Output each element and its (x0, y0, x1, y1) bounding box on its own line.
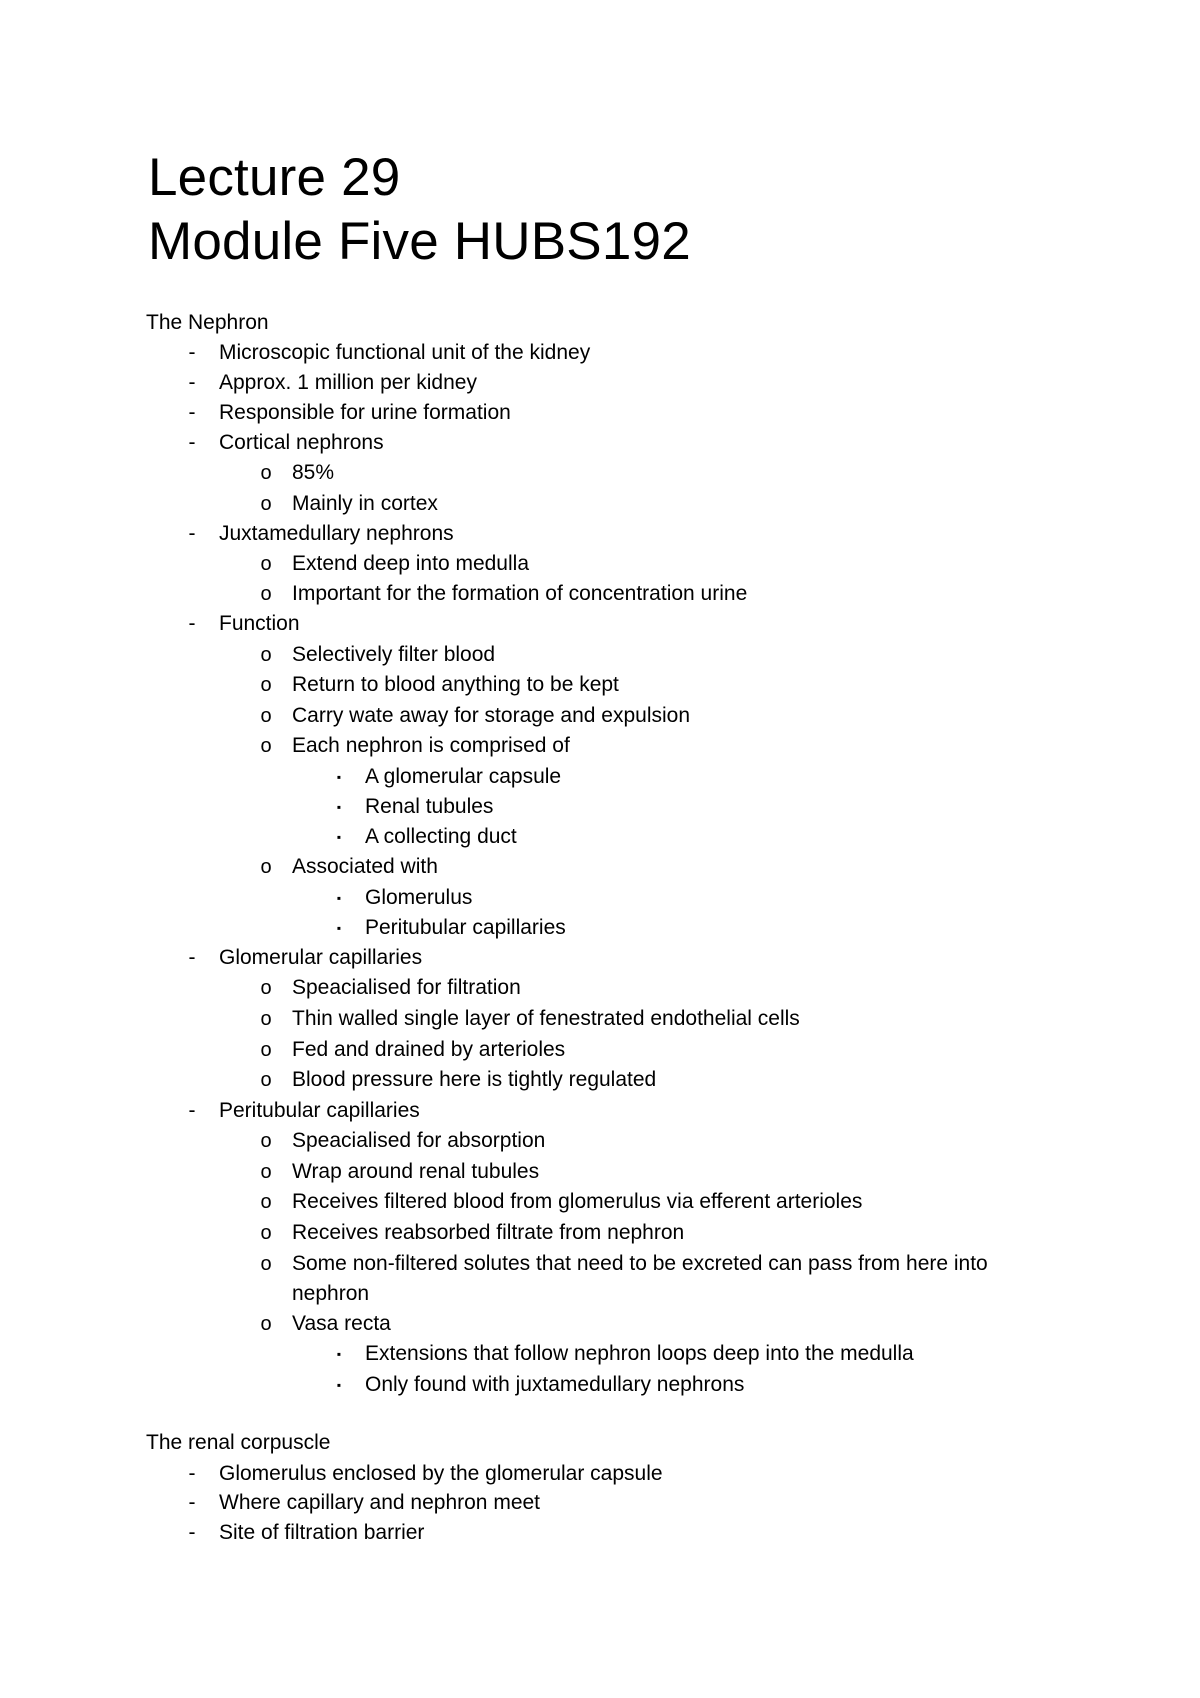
circle-bullet: o (260, 493, 272, 515)
circle-bullet: o (260, 553, 272, 575)
dash-bullet: - (188, 371, 196, 394)
dash-bullet: - (188, 1099, 196, 1122)
circle-bullet: o (260, 735, 272, 757)
dash-bullet: - (188, 946, 196, 969)
dash-bullet: - (188, 431, 196, 454)
circle-bullet: o (260, 856, 272, 878)
circle-bullet: o (260, 674, 272, 696)
square-bullet: ▪ (336, 800, 342, 814)
square-bullet: ▪ (336, 921, 342, 935)
circle-bullet: o (260, 1253, 272, 1275)
square-bullet: ▪ (336, 891, 342, 905)
square-bullet: ▪ (336, 1378, 342, 1392)
circle-bullet: o (260, 1191, 272, 1213)
dash-bullet: - (188, 1521, 196, 1544)
circle-bullet: o (260, 1069, 272, 1091)
dash-bullet: - (188, 1491, 196, 1514)
module-title: Module Five HUBS192 (148, 212, 691, 271)
dash-bullet: - (188, 401, 196, 424)
circle-bullet: o (260, 977, 272, 999)
circle-bullet: o (260, 1222, 272, 1244)
circle-bullet: o (260, 1039, 272, 1061)
dash-bullet: - (188, 1462, 196, 1485)
square-bullet: ▪ (336, 830, 342, 844)
square-bullet: ▪ (336, 770, 342, 784)
circle-bullet: o (260, 462, 272, 484)
circle-bullet: o (260, 1130, 272, 1152)
square-bullet: ▪ (336, 1347, 342, 1361)
lecture-title: Lecture 29 (148, 148, 401, 207)
circle-bullet: o (260, 1161, 272, 1183)
document-page: Lecture 29 Module Five HUBS192 The Nephron - Microscopic functional unit of the kidney - Approx. 1 million per kidney - Responsible for urine formation - Cortical nephrons o 85% o Mainly in cortex - Juxtamedullary nephrons o Extend deep into medulla o Important for the formation of concentration urine - Function o Selectively filter blood o Return to blood anything to be kept o Carry wate away for storage and expulsion o Each nephron is comprised of ▪ A glomerular capsule ▪ Renal tubules ▪ A collecting duct o Associated with ▪ Glomerulus ▪ Peritubular capillaries - Glomerular capillaries o Speacialised for filtration o Thin walled single layer of fenestrated endothelial cells o Fed and drained by arterioles o Blood pressure here is tightly regulated - Peritubular capillaries o Speacialised for absorption o Wrap around renal tubules o Receives filtered blood from glomerulus via efferent arterioles o Receives reabsorbed filtrate from nephron o Some non-filtered solutes that need to be excreted can pass from here into nephron o Vasa recta ▪ Extensions that follow nephron loops deep into the medulla ▪ Only found with juxtamedullary nephrons The renal corpuscle - Glomerulus enclosed by the glomerular capsule - Where capillary and nephron meet - Site of filtration barrier (0, 0, 1200, 1698)
circle-bullet: o (260, 705, 272, 727)
circle-bullet: o (260, 583, 272, 605)
circle-bullet: o (260, 1008, 272, 1030)
dash-bullet: - (188, 522, 196, 545)
dash-bullet: - (188, 341, 196, 364)
dash-bullet: - (188, 612, 196, 635)
circle-bullet: o (260, 1313, 272, 1335)
circle-bullet: o (260, 644, 272, 666)
